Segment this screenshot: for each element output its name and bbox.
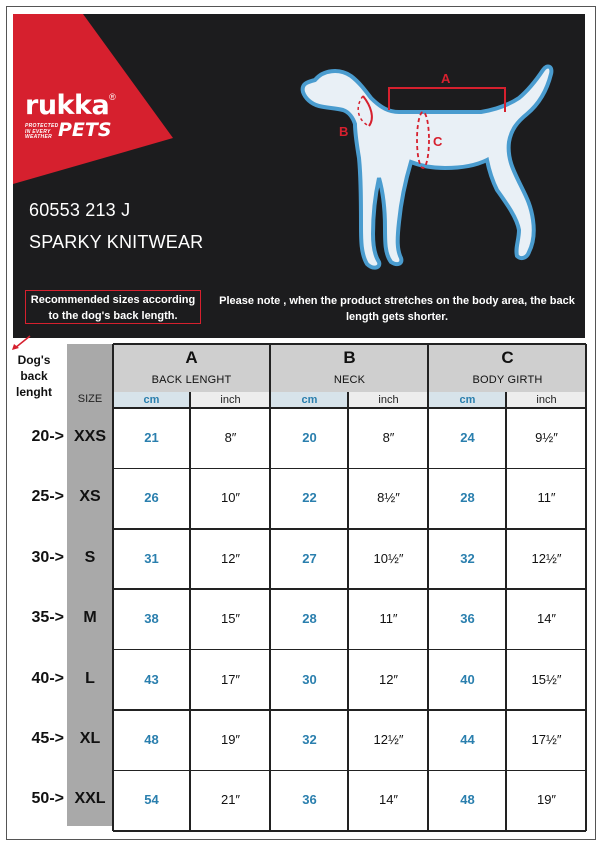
cell-b-in: 12½″ bbox=[373, 732, 404, 747]
brand-name: rukka bbox=[25, 90, 110, 121]
cell-c-cm: 32 bbox=[460, 550, 475, 566]
row-size: L bbox=[85, 669, 95, 687]
cell-a-in: 12″ bbox=[220, 550, 241, 566]
column-header-a bbox=[113, 344, 270, 392]
size-header: SIZE bbox=[77, 393, 103, 405]
unit-cm-b: cm bbox=[271, 392, 348, 408]
cell-a-cm: 54 bbox=[144, 792, 159, 808]
grid-hline bbox=[113, 407, 586, 409]
row-back-length: 30-> bbox=[31, 548, 64, 566]
cell-c-in: 12½″ bbox=[531, 550, 562, 566]
row-back-length: 50-> bbox=[31, 790, 64, 808]
header-panel bbox=[13, 14, 585, 338]
label-a: A bbox=[441, 71, 451, 86]
cell-c-in: 11″ bbox=[537, 490, 556, 506]
cell-a-cm: 38 bbox=[144, 611, 159, 627]
row-back-length: 40-> bbox=[31, 669, 64, 687]
cell-a-cm: 43 bbox=[144, 671, 159, 687]
unit-inch-b: inch bbox=[349, 392, 428, 408]
arrow-icon bbox=[10, 334, 32, 352]
row-back-length: 20-> bbox=[31, 428, 64, 445]
grid-hline bbox=[113, 468, 586, 470]
cell-c-in: 14″ bbox=[536, 611, 557, 627]
back-measure-line bbox=[389, 88, 505, 112]
cell-a-in: 21″ bbox=[220, 792, 241, 808]
cell-b-cm: 22 bbox=[302, 490, 317, 506]
cell-a-cm: 26 bbox=[144, 490, 159, 506]
brand-tagline: PROTECTED IN EVERY WEATHER bbox=[25, 123, 59, 140]
cell-c-cm: 28 bbox=[460, 490, 475, 506]
grid-vline bbox=[112, 344, 114, 831]
cell-a-in: 8″ bbox=[224, 430, 237, 445]
stretch-note: Please note , when the product stretches on the body area, the back length gets shorter. bbox=[219, 295, 575, 323]
cell-c-in: 9½″ bbox=[535, 430, 558, 445]
cell-a-cm: 21 bbox=[144, 430, 159, 445]
cell-b-in: 8″ bbox=[382, 430, 395, 445]
row-back-length: 35-> bbox=[31, 609, 64, 627]
row-size: XS bbox=[79, 488, 101, 506]
cell-a-cm: 48 bbox=[144, 732, 159, 747]
cell-a-in: 10″ bbox=[220, 490, 241, 506]
column-letter-a: A bbox=[185, 348, 198, 367]
unit-cm-c: cm bbox=[429, 392, 506, 408]
cell-b-in: 11″ bbox=[379, 611, 398, 627]
dog-silhouette bbox=[303, 67, 552, 268]
recommended-note: Recommended sizes according to the dog's back length. bbox=[25, 290, 201, 324]
cell-b-cm: 30 bbox=[302, 671, 317, 687]
cell-b-cm: 32 bbox=[302, 732, 317, 747]
grid-hline bbox=[113, 528, 586, 530]
cell-b-in: 12″ bbox=[378, 671, 399, 687]
brand-logo bbox=[25, 90, 116, 141]
column-letter-c: C bbox=[501, 348, 514, 367]
column-letter-b: B bbox=[343, 348, 356, 367]
dog-measure-diagram bbox=[275, 50, 575, 290]
unit-inch-a: inch bbox=[191, 392, 270, 408]
brand-sub: PETS bbox=[58, 119, 112, 141]
cell-a-cm: 31 bbox=[144, 550, 159, 566]
cell-c-in: 17½″ bbox=[531, 732, 562, 747]
cell-c-in: 15½″ bbox=[531, 671, 562, 687]
row-size: XXS bbox=[73, 428, 106, 445]
column-header-c bbox=[429, 344, 586, 392]
row-size: XXL bbox=[74, 790, 106, 808]
row-back-length: 25-> bbox=[31, 488, 64, 506]
column-title-a: BACK LENGHT bbox=[151, 374, 232, 386]
cell-a-in: 15″ bbox=[220, 611, 241, 627]
row-back-length: 45-> bbox=[31, 730, 64, 747]
cell-c-cm: 48 bbox=[460, 792, 475, 808]
back-length-label: Dog's back lenght bbox=[16, 353, 52, 399]
grid-vline bbox=[585, 344, 587, 831]
unit-cm-a: cm bbox=[113, 392, 190, 408]
cell-c-cm: 40 bbox=[460, 671, 475, 687]
product-code: 60553 213 J bbox=[29, 200, 131, 220]
grid-hline bbox=[113, 588, 586, 590]
product-name: SPARKY KNITWEAR bbox=[29, 232, 204, 252]
cell-c-in: 19″ bbox=[536, 792, 557, 808]
cell-c-cm: 36 bbox=[460, 611, 475, 627]
cell-b-in: 8½″ bbox=[377, 490, 400, 506]
grid-hline bbox=[113, 830, 586, 832]
size-column-bg bbox=[67, 344, 113, 826]
grid-hline bbox=[113, 343, 586, 345]
grid-hline bbox=[113, 709, 586, 711]
cell-c-cm: 44 bbox=[460, 732, 475, 747]
column-header-b bbox=[271, 344, 428, 392]
cell-b-cm: 20 bbox=[302, 430, 317, 445]
cell-b-cm: 27 bbox=[302, 550, 317, 566]
grid-hline bbox=[113, 770, 586, 772]
row-size: S bbox=[84, 548, 96, 566]
row-size: M bbox=[83, 609, 97, 627]
cell-a-in: 19″ bbox=[220, 732, 241, 747]
grid-vline bbox=[269, 344, 271, 831]
registered-mark: ® bbox=[109, 92, 116, 102]
grid-hline bbox=[113, 649, 586, 651]
column-title-c: BODY GIRTH bbox=[472, 374, 543, 386]
cell-b-cm: 28 bbox=[302, 611, 317, 627]
unit-inch-c: inch bbox=[507, 392, 586, 408]
cell-a-in: 17″ bbox=[220, 671, 241, 687]
cell-b-in: 14″ bbox=[378, 792, 399, 808]
label-c: C bbox=[433, 134, 443, 149]
cell-c-cm: 24 bbox=[460, 430, 475, 445]
label-b: B bbox=[339, 124, 349, 139]
cell-b-cm: 36 bbox=[302, 792, 317, 808]
grid-vline bbox=[427, 344, 429, 831]
cell-b-in: 10½″ bbox=[373, 550, 404, 566]
column-title-b: NECK bbox=[333, 374, 366, 386]
row-size: XL bbox=[79, 730, 101, 747]
